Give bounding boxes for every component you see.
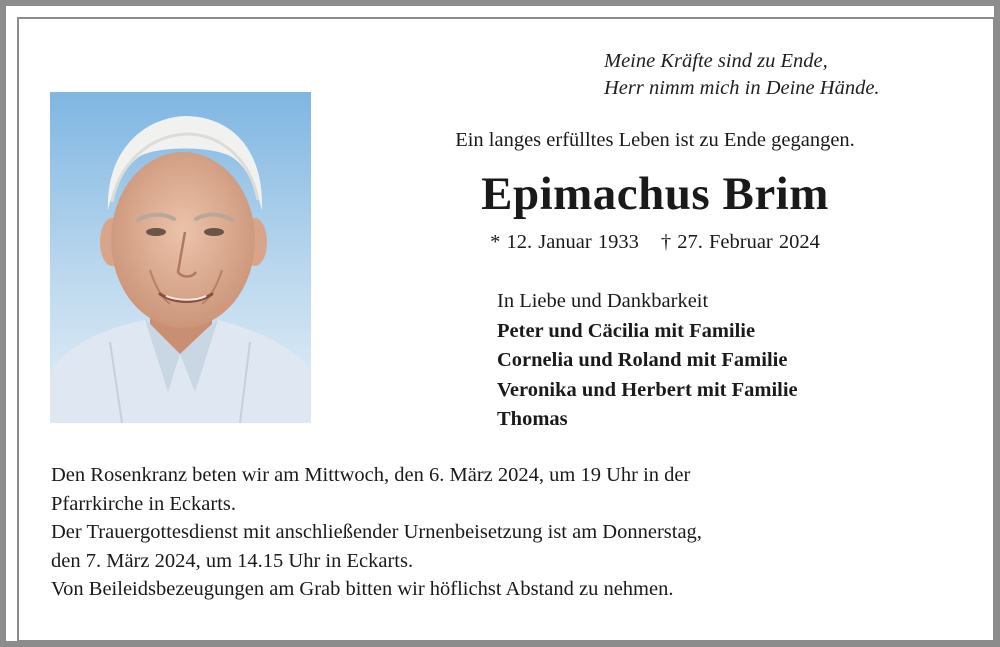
birth-date: * 12. Januar 1933 [490,231,639,253]
portrait-photo [50,92,311,423]
deceased-name: Epimachus Brim [481,168,829,220]
death-date: † 27. Februar 2024 [660,231,820,253]
mourner-family: Thomas [497,408,568,430]
motto-line: Herr nimm mich in Deine Hände. [604,77,880,99]
notice-line: Den Rosenkranz beten wir am Mittwoch, den 6. März 2024, um 19 Uhr in der [51,464,691,486]
mourner-family: Peter und Cäcilia mit Familie [497,319,756,342]
motto-verse [604,48,964,102]
mourner-family: Veronika und Herbert mit Familie [497,378,798,401]
motto-line: Meine Kräfte sind zu Ende, [604,50,828,72]
mourners-lead: In Liebe und Dankbarkeit [497,290,709,312]
notice-line: Pfarrkirche in Eckarts. [51,492,236,515]
mourner-family: Cornelia und Roland mit Familie [497,349,788,371]
service-notice [51,461,951,604]
intro-text: Ein langes erfülltes Leben ist zu Ende gegangen. [455,129,855,151]
notice-line: den 7. März 2024, um 14.15 Uhr in Eckarts. [51,549,414,572]
notice-line: Der Trauergottesdienst mit anschließender Urnenbeisetzung ist am Donnerstag, [51,521,702,543]
portrait-photo-icon [50,92,311,423]
notice-line: Von Beileidsbezeugungen am Grab bitten wir höflichst Abstand zu nehmen. [51,578,674,600]
life-dates [380,229,930,255]
mourners-block [497,287,937,435]
